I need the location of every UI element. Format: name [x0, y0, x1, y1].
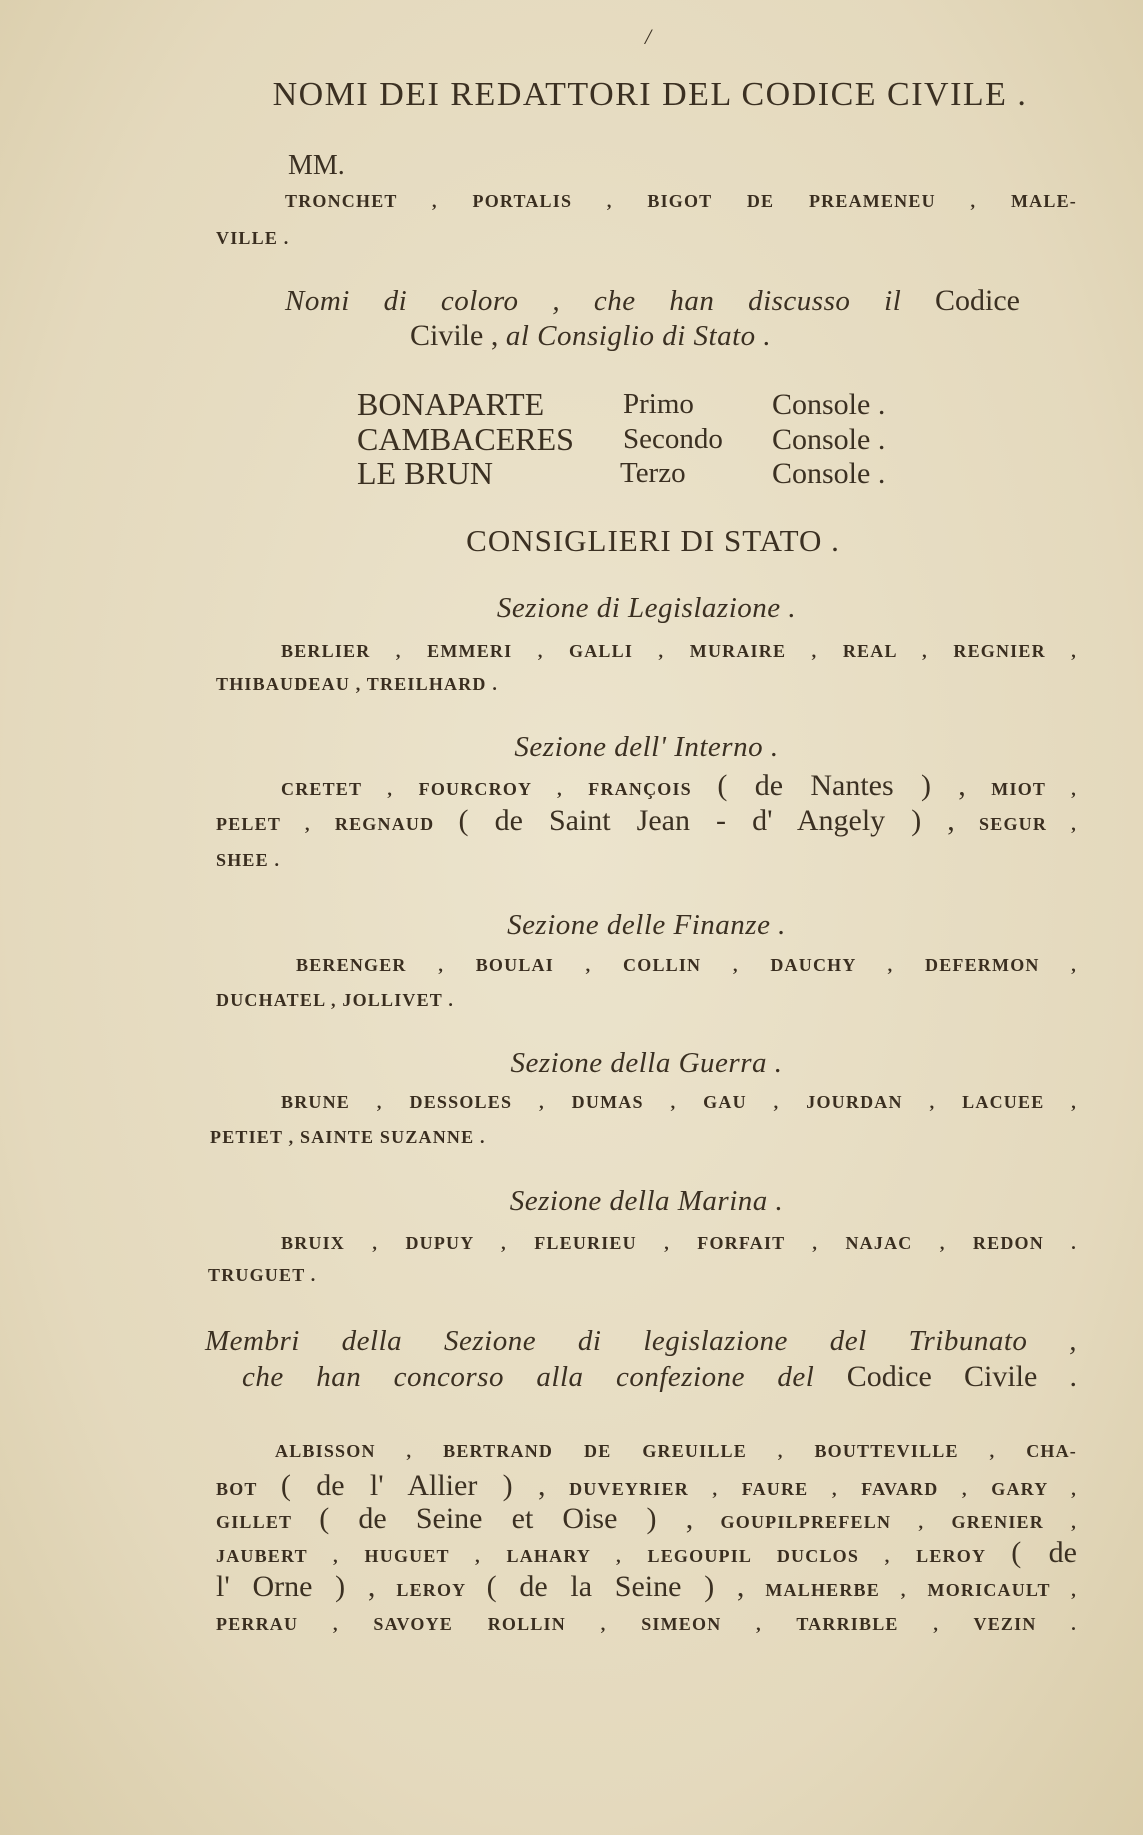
consul-name: BONAPARTE	[357, 386, 545, 422]
roman-text: Codice	[935, 284, 1020, 317]
names-text: SEGUR ,	[954, 814, 1077, 834]
section-heading-interno	[216, 733, 1077, 762]
names-text: VILLE .	[216, 228, 290, 248]
names-text: DUVEYRIER , FAURE , FAVARD , GARY ,	[545, 1479, 1077, 1499]
names-text: JAUBERT , HUGUET , LAHARY , LEGOUPIL DUCLOS , LEROY	[216, 1546, 1012, 1566]
names-line	[216, 1471, 1077, 1501]
names-line	[216, 1615, 1077, 1634]
names-text: LEROY	[375, 1580, 487, 1600]
consiglieri-heading: CONSIGLIERI DI STATO .	[466, 523, 840, 558]
names-text: BERLIER , EMMERI , GALLI , MURAIRE , REAL , REGNIER ,	[281, 641, 1077, 661]
section-heading-guerra	[216, 1049, 1077, 1078]
names-line	[216, 1572, 1077, 1602]
section-heading-marina	[216, 1187, 1077, 1216]
consul-name: LE BRUN	[357, 455, 493, 491]
names-line	[216, 991, 454, 1010]
names-line	[216, 851, 280, 870]
names-line	[216, 1504, 1077, 1534]
discussants-heading	[410, 321, 771, 351]
names-text: PELET , REGNAUD	[216, 814, 459, 834]
discussants-heading	[285, 286, 1020, 316]
roman-text: Civile ,	[410, 319, 506, 352]
consul-rank: Primo	[623, 388, 694, 420]
names-text: DUCHATEL , JOLLIVET .	[216, 990, 455, 1010]
names-text: GOUPILPREFELN , GRENIER ,	[693, 1512, 1077, 1532]
names-text: SHEE .	[216, 850, 281, 870]
names-line	[275, 1442, 1077, 1461]
roman-text: l' Orne ) ,	[216, 1570, 376, 1603]
names-line	[210, 1128, 486, 1147]
roman-text: ( de la Seine ) ,	[486, 1570, 745, 1603]
names-line	[281, 642, 1077, 661]
italic-text: Membri della Sezione di legislazione del Tribunato ,	[205, 1325, 1077, 1357]
section-heading-finanze	[216, 911, 1077, 940]
roman-text: MM.	[288, 150, 345, 181]
names-line	[216, 1538, 1077, 1568]
names-line	[216, 806, 1077, 836]
italic-text: che han concorso alla confezione del	[242, 1361, 847, 1393]
roman-text: Codice Civile .	[846, 1360, 1077, 1393]
names-line	[281, 771, 1077, 801]
section-heading-legislazione	[216, 594, 1077, 623]
names-text: TRONCHET , PORTALIS , BIGOT DE PREAMENEU , MALE-	[285, 191, 1077, 211]
names-text: GILLET	[216, 1512, 320, 1532]
roman-text: ( de l' Allier ) ,	[280, 1469, 546, 1502]
names-line	[281, 1234, 1077, 1253]
consul-name: CAMBACERES	[357, 421, 574, 457]
names-text: PETIET , SAINTE SUZANNE .	[210, 1127, 486, 1147]
names-line	[296, 956, 1077, 975]
tribunato-heading	[242, 1362, 1077, 1392]
names-text: MIOT ,	[965, 779, 1077, 799]
consul-title: Console .	[772, 423, 886, 456]
names-line	[208, 1266, 317, 1285]
names-text: CRETET , FOURCROY , FRANÇOIS	[281, 779, 718, 799]
redattori-line	[285, 192, 1077, 211]
italic-text: Sezione delle Finanze .	[507, 909, 786, 941]
consul-rank: Terzo	[620, 457, 686, 489]
names-text: BERENGER , BOULAI , COLLIN , DAUCHY , DEFERMON ,	[296, 955, 1077, 975]
names-text: THIBAUDEAU , TREILHARD .	[216, 674, 499, 694]
names-text: PERRAU , SAVOYE ROLLIN , SIMEON , TARRIBLE , VEZIN .	[216, 1614, 1077, 1634]
tribunato-heading	[205, 1327, 1077, 1356]
names-text: MALHERBE , MORICAULT ,	[744, 1580, 1078, 1600]
consul-rank: Secondo	[623, 423, 723, 455]
roman-text: ( de Nantes ) ,	[717, 769, 966, 802]
italic-text: Sezione dell' Interno .	[514, 731, 779, 763]
consul-title: Console .	[772, 457, 886, 490]
italic-text: al Consiglio di Stato .	[505, 320, 772, 352]
names-line	[281, 1093, 1077, 1112]
roman-text: ( de Seine et Oise ) ,	[319, 1502, 694, 1535]
names-line	[216, 675, 498, 694]
italic-text: Nomi di coloro , che han discusso il	[285, 285, 936, 317]
names-text: BRUIX , DUPUY , FLEURIEU , FORFAIT , NAJAC , REDON .	[281, 1233, 1077, 1253]
names-text: TRUGUET .	[208, 1265, 317, 1285]
consul-title: Console .	[772, 388, 886, 421]
roman-text: ( de Saint Jean - d' Angely ) ,	[458, 804, 955, 837]
redattori-prefix	[288, 152, 345, 180]
names-text: ALBISSON , BERTRAND DE GREUILLE , BOUTTEVILLE , CHA-	[275, 1441, 1077, 1461]
page-title: NOMI DEI REDATTORI DEL CODICE CIVILE .	[272, 76, 1028, 113]
page-mark: /	[645, 24, 652, 49]
roman-text: ( de	[1011, 1536, 1077, 1569]
italic-text: Sezione della Guerra .	[510, 1047, 783, 1079]
names-text: BRUNE , DESSOLES , DUMAS , GAU , JOURDAN , LACUEE ,	[281, 1092, 1077, 1112]
redattori-line	[216, 229, 289, 248]
italic-text: Sezione di Legislazione .	[496, 592, 797, 624]
italic-text: Sezione della Marina .	[509, 1185, 784, 1217]
names-text: BOT	[216, 1479, 281, 1499]
